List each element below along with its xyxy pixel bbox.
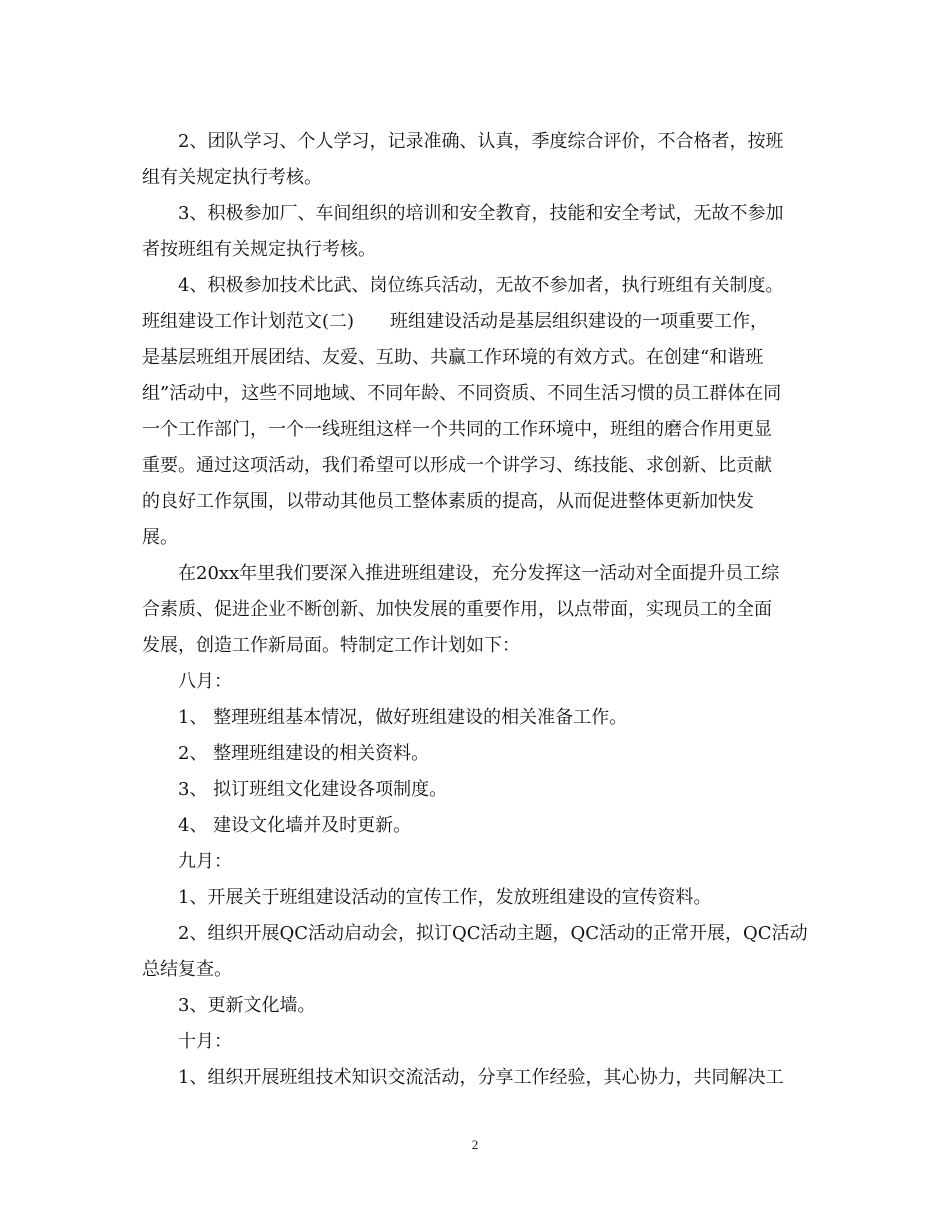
list-item: 1、开展关于班组建设活动的宣传工作，发放班组建设的宣传资料。 (178, 887, 712, 908)
text-line: 合素质、促进企业不断创新、加快发展的重要作用，以点带面，实现员工的全面 (142, 599, 772, 620)
list-item: 1、组织开展班组技术知识交流活动，分享工作经验，其心协力，共同解决工 (178, 1067, 784, 1088)
page-number: 2 (471, 1137, 479, 1152)
text-line: 组”活动中，这些不同地域、不同年龄、不同资质、不同生活习惯的员工群体在同 (142, 383, 782, 404)
text-line: 者按班组有关规定执行考核。 (142, 239, 376, 260)
list-item: 2、组织开展QC活动启动会，拟订QC活动主题，QC活动的正常开展，QC活动 (178, 923, 808, 944)
text-line: 4、积极参加技术比武、岗位练兵活动，无故不参加者，执行班组有关制度。 (178, 275, 784, 296)
text-line: 班组建设工作计划范文(二) 班组建设活动是基层组织建设的一项重要工作， (142, 311, 769, 332)
list-item: 4、 建设文化墙并及时更新。 (178, 815, 412, 836)
text-line: 在20xx年里我们要深入推进班组建设，充分发挥这一活动对全面提升员工综 (178, 563, 780, 584)
text-line: 组有关规定执行考核。 (142, 167, 322, 188)
list-item: 3、更新文化墙。 (178, 995, 316, 1016)
text-line: 2、团队学习、个人学习，记录准确、认真，季度综合评价，不合格者，按班 (178, 131, 784, 152)
text-line: 的良好工作氛围，以带动其他员工整体素质的提高，从而促进整体更新加快发 (142, 491, 754, 512)
text-line: 是基层班组开展团结、友爱、互助、共赢工作环境的有效方式。在创建“和谐班 (142, 347, 764, 368)
text-line: 一个工作部门，一个一线班组这样一个共同的工作环境中，班组的磨合作用更显 (142, 419, 772, 440)
text-line: 3、积极参加厂、车间组织的培训和安全教育，技能和安全考试，无故不参加 (178, 203, 784, 224)
document-body (142, 124, 810, 1096)
list-item: 3、 拟订班组文化建设各项制度。 (178, 779, 448, 800)
section-heading: 十月： (178, 1031, 232, 1052)
text-line: 展。 (142, 527, 178, 548)
list-item: 1、 整理班组基本情况，做好班组建设的相关准备工作。 (178, 707, 628, 728)
text-line: 发展，创造工作新局面。特制定工作计划如下： (142, 635, 520, 656)
section-heading: 九月： (178, 851, 232, 872)
text-line: 重要。通过这项活动，我们希望可以形成一个讲学习、练技能、求创新、比贡献 (142, 455, 772, 476)
list-item: 2、 整理班组建设的相关资料。 (178, 743, 430, 764)
section-heading: 八月： (178, 671, 232, 692)
text-line: 总结复查。 (142, 959, 232, 980)
